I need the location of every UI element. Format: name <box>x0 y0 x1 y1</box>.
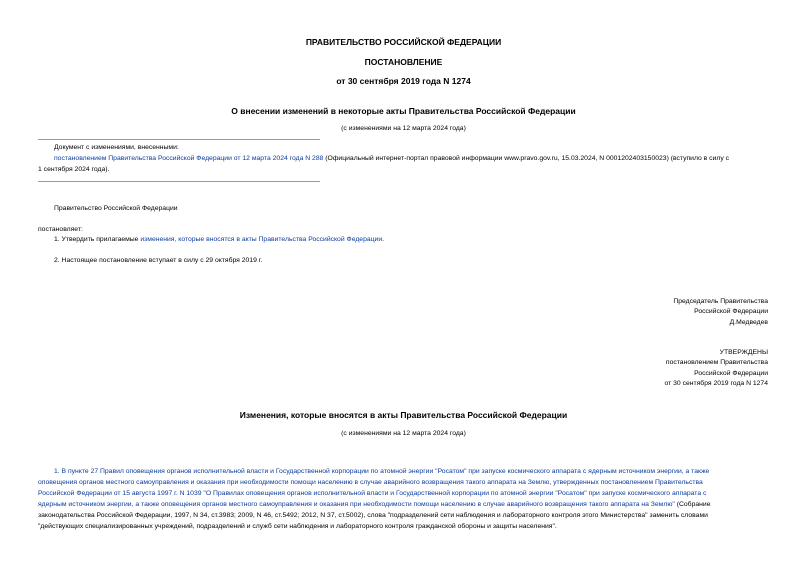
document-type: ПОСТАНОВЛЕНИЕ <box>364 57 443 67</box>
approval-approved: УТВЕРЖДЕНЫ <box>719 349 768 356</box>
item-1 <box>54 235 384 246</box>
amendment-link[interactable]: постановлением Правительства Российской Федерации от 12 марта 2024 года N 288 <box>54 155 324 162</box>
annex-paragraph-line-3 <box>38 489 769 500</box>
annex-paragraph-line-4 <box>38 500 769 511</box>
approval-country: Российской Федерации <box>694 370 768 377</box>
item-2: 2. Настоящее постановление вступает в силу с 29 октября 2019 г. <box>54 257 263 264</box>
signature-name: Д.Медведев <box>729 319 768 326</box>
issuer: Правительство Российской Федерации <box>54 205 178 212</box>
government-heading: ПРАВИТЕЛЬСТВО РОССИЙСКОЙ ФЕДЕРАЦИИ <box>305 37 502 47</box>
changes-box-top-rule <box>38 139 320 140</box>
annex-link[interactable]: изменения, которые вносятся в акты Правительства Российской Федерации <box>140 236 383 243</box>
annex-paragraph-line-2 <box>38 478 769 489</box>
amendment-source: (Официальный интернет-портал правовой информации www.pravo.gov.ru, 15.03.2024, N 0001202403150023) (вступило в силу с <box>323 155 730 162</box>
rules-link-cont-1[interactable]: оповещения органов местного самоуправления и оказания при необходимости помощи населению в случае аварийного возвращения такого аппарата на Землю, утвержденных постановлением Правительства <box>38 479 703 486</box>
annex-amended-note: (с изменениями на 12 марта 2024 года) <box>341 430 466 437</box>
annex-paragraph-line-1 <box>54 467 769 478</box>
document-title: О внесении изменений в некоторые акты Правительства Российской Федерации <box>231 106 576 116</box>
decrees-word: постановляет: <box>38 226 83 233</box>
signature-position: Председатель Правительства <box>673 298 768 305</box>
rules-link[interactable]: 1. В пункте 27 Правил оповещения органов исполнительной власти и Государственной корпорации по атомной энергии "Росатом" при запуске космического аппарата с ядерным источником энергии, а также <box>54 468 710 475</box>
annex-paragraph-line-6: "действующих специализированных учреждений, подразделений и служб сети наблюдения и лабораторного контроля гражданской обороны и защиты населения". <box>38 523 557 530</box>
changes-box-line <box>54 154 769 165</box>
amended-note: (с изменениями на 12 марта 2024 года) <box>341 125 466 132</box>
rules-link-cont-2[interactable]: Российской Федерации от 15 августа 1997 г. N 1039 "О Правилах оповещения органов исполнительной власти и Государственной корпорации по атомной энергии "Росатом" при запуске космического аппарата с <box>38 490 707 497</box>
changes-box-bottom-rule <box>38 181 320 182</box>
approval-date: от 30 сентября 2019 года N 1274 <box>664 380 768 387</box>
signature-country: Российской Федерации <box>694 308 768 315</box>
annex-paragraph-line-5: законодательства Российской Федерации, 1997, N 34, ст.3983; 2009, N 46, ст.5492; 2012, N 37, ст.5002), слова "подразделений сети наблюдения и лабораторного контроля этого Министерства" заменить словами <box>38 512 708 519</box>
document-date-number: от 30 сентября 2019 года N 1274 <box>336 76 471 86</box>
rules-link-cont-3[interactable]: ядерным источником энергии, а также оповещения органов местного самоуправления и оказания при необходимости помощи населению в случае аварийного возвращения такого аппарата на Землю" <box>38 501 675 508</box>
amendment-effective: 1 сентября 2024 года). <box>38 166 110 173</box>
changes-box-label: Документ с изменениями, внесенными: <box>54 144 179 151</box>
item-1-prefix: 1. Утвердить прилагаемые <box>54 236 141 243</box>
approval-by: постановлением Правительства <box>665 359 768 366</box>
annex-collection-start: (Собрание <box>674 501 711 508</box>
item-1-suffix: . <box>382 236 385 243</box>
annex-title: Изменения, которые вносятся в акты Правительства Российской Федерации <box>239 410 568 420</box>
